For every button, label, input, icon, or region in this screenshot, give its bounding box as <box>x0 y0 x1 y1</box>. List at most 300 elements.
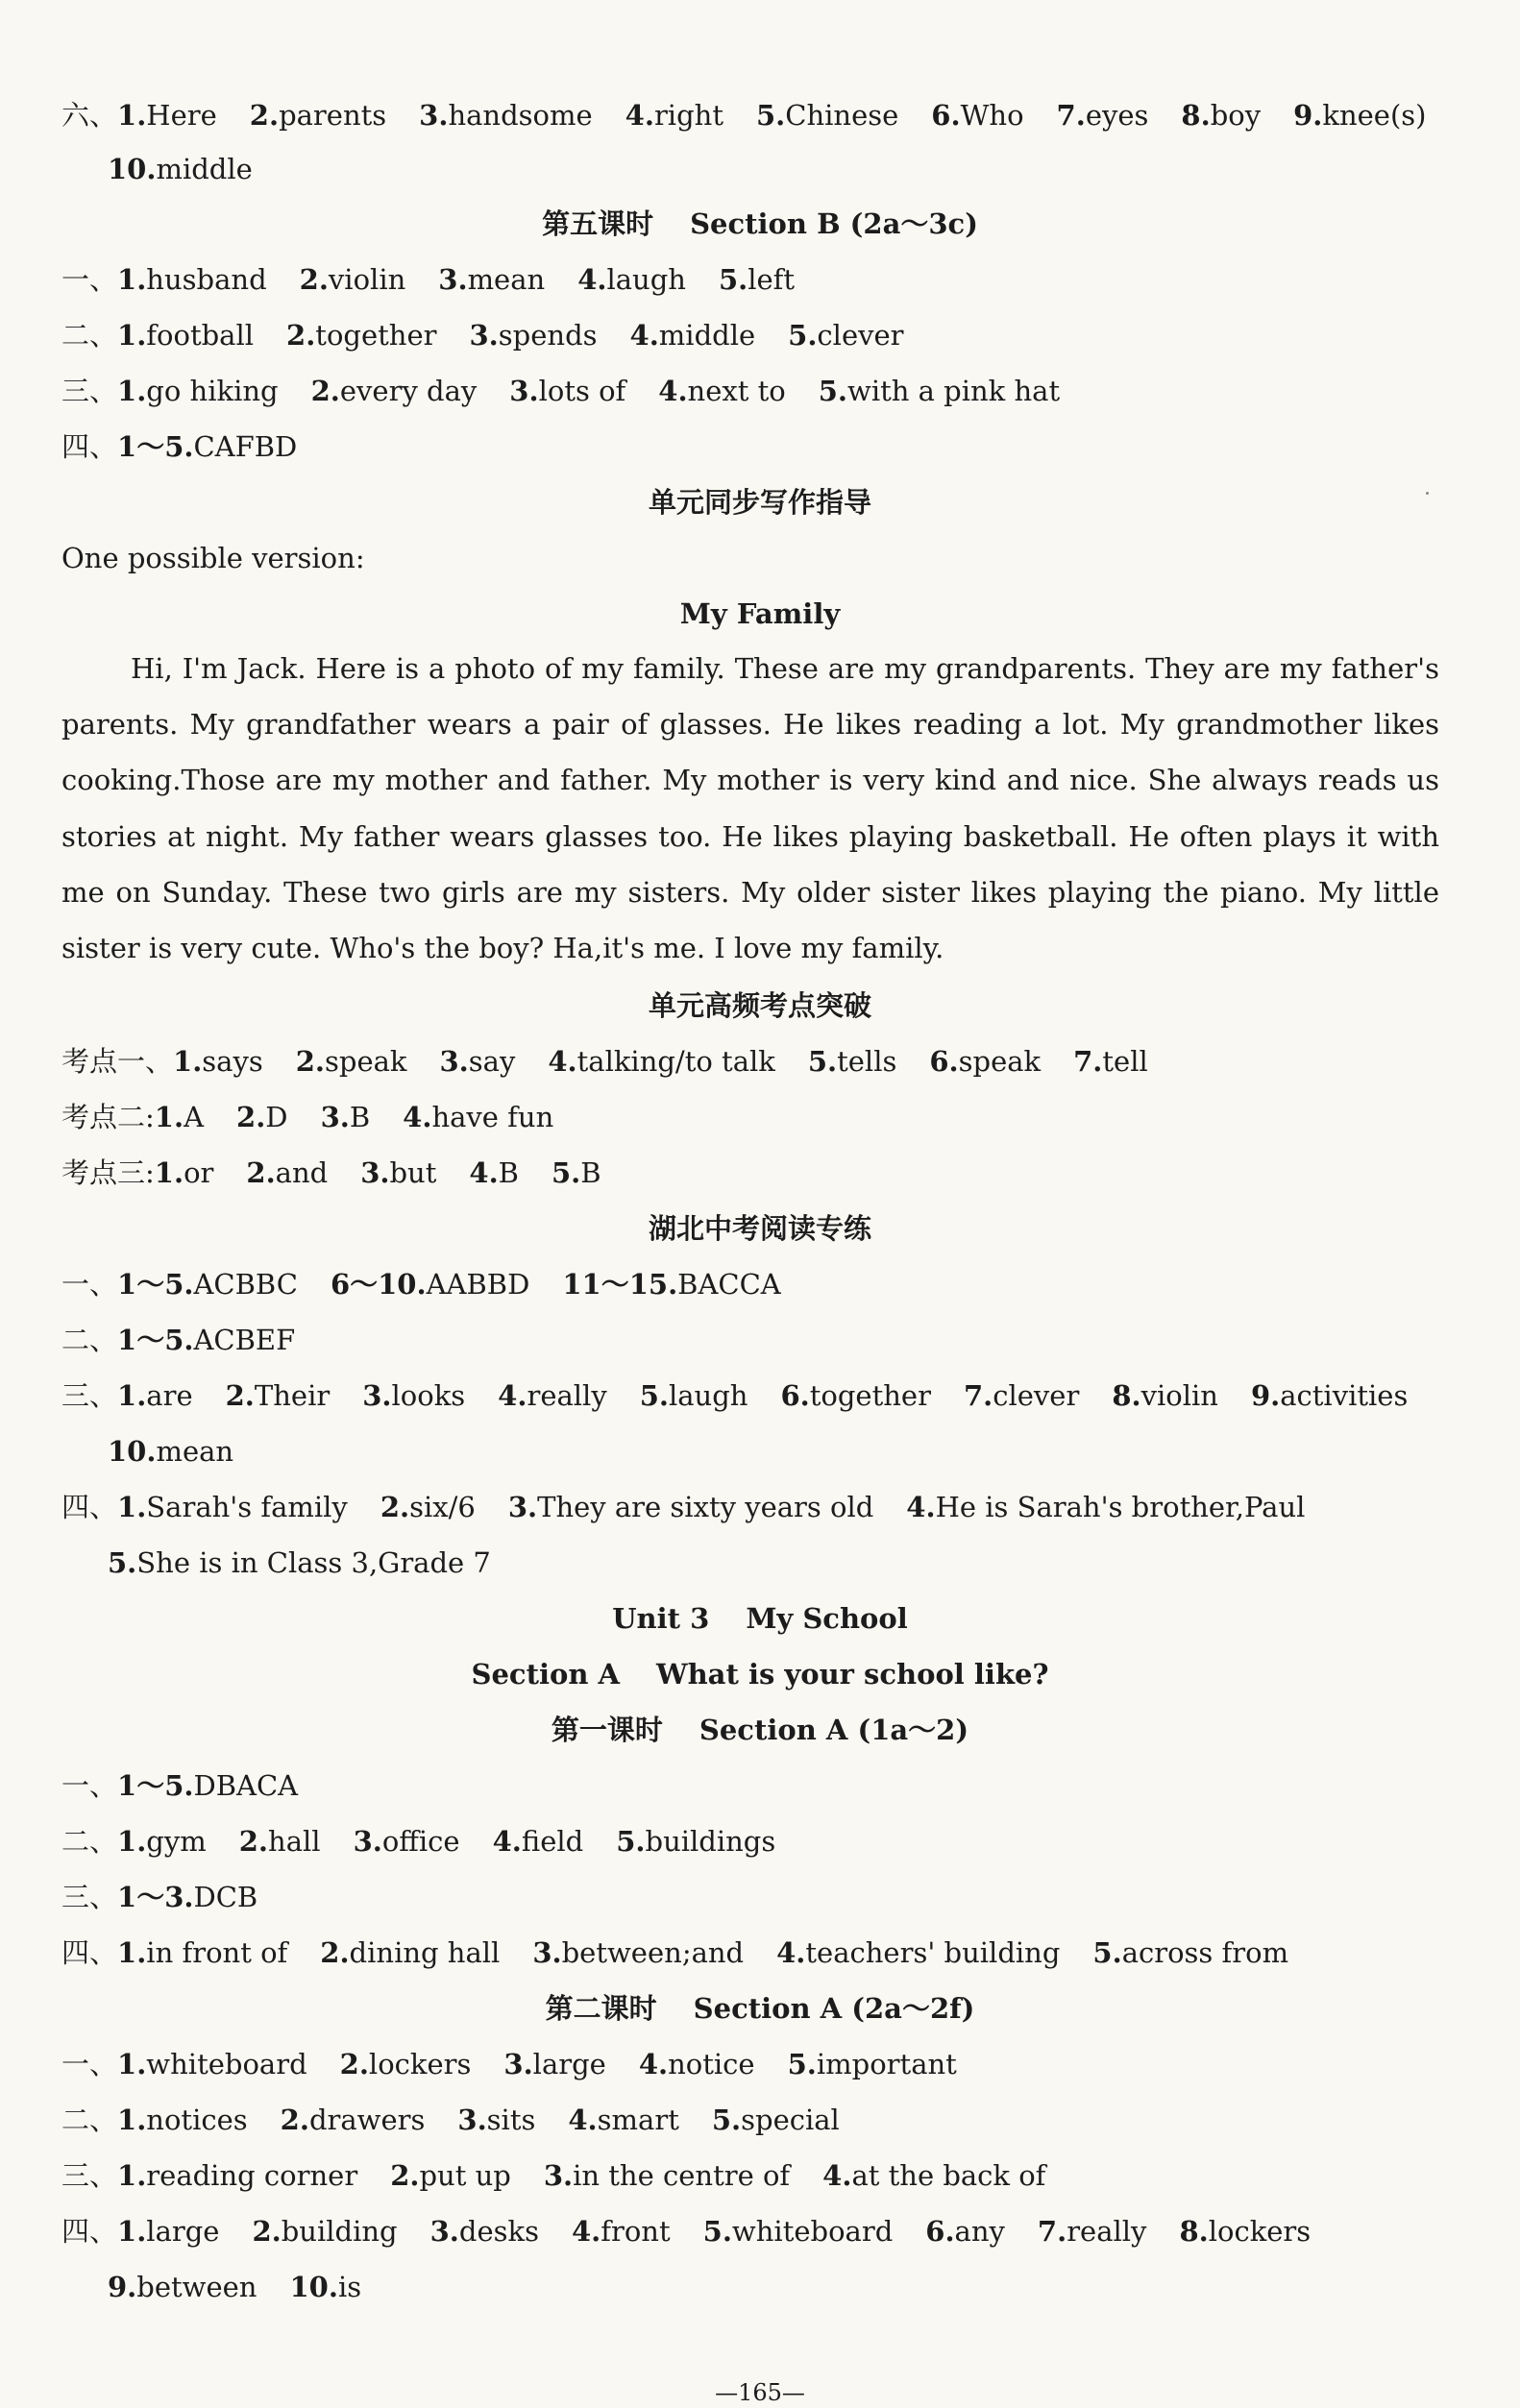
row-prefix: 一、 <box>61 263 118 296</box>
item-answer: football <box>146 319 255 352</box>
item-number: 10. <box>108 1435 157 1468</box>
row-prefix: 四、 <box>61 1491 118 1523</box>
answer-item <box>321 1098 371 1136</box>
answer-row <box>61 1766 1464 1805</box>
answer-item <box>819 372 1060 410</box>
answer-item <box>788 316 903 354</box>
item-number: 5. <box>755 99 786 132</box>
item-answer: dining hall <box>349 1936 501 1969</box>
section-a-heading <box>0 1655 1520 1693</box>
answer-item <box>155 1098 204 1136</box>
item-answer: really <box>527 1379 607 1412</box>
answer-item <box>117 427 297 466</box>
answer-item <box>117 2045 307 2083</box>
item-number: 4. <box>568 2104 598 2136</box>
answer-item <box>1038 2212 1147 2250</box>
row-prefix: 一、 <box>61 1769 118 1802</box>
item-number: 5. <box>616 1825 646 1858</box>
item-answer: A <box>184 1101 205 1133</box>
answer-items <box>117 99 1459 132</box>
item-answer: B <box>580 1156 601 1189</box>
item-number: 4. <box>638 2048 669 2080</box>
answer-item <box>362 1376 465 1415</box>
answer-row <box>108 150 1510 188</box>
answer-items <box>117 2215 1343 2248</box>
answer-item <box>155 1154 214 1192</box>
item-number: 4. <box>625 99 654 132</box>
item-number: 1. <box>154 1101 184 1133</box>
item-number: 10. <box>289 2271 338 2303</box>
item-number: 2. <box>310 375 340 407</box>
answer-items <box>117 1491 1337 1523</box>
item-number: 3. <box>439 1045 469 1078</box>
answer-row <box>61 1321 1464 1359</box>
lesson-heading <box>0 205 1520 243</box>
row-prefix: 二、 <box>61 1324 118 1356</box>
item-answer: building <box>281 2215 398 2248</box>
answer-item <box>469 1154 519 1192</box>
row-prefix: 考点三: <box>61 1156 155 1189</box>
item-answer: large <box>532 2048 606 2080</box>
answer-row <box>61 96 1464 134</box>
item-answer: He is Sarah's brother,Paul <box>935 1491 1306 1523</box>
item-number: 5. <box>1092 1936 1122 1969</box>
answer-row <box>61 1488 1464 1526</box>
item-answer: next to <box>687 375 786 407</box>
item-number: 1. <box>117 2159 147 2192</box>
item-answer: mean <box>467 263 546 296</box>
item-number: 1. <box>173 1045 203 1078</box>
item-answer: left <box>748 263 796 296</box>
answer-item <box>493 1822 584 1861</box>
answer-item <box>1293 96 1426 134</box>
lesson-title-en: Section A (1a～2) <box>699 1714 969 1746</box>
item-number: 5. <box>711 2104 742 2136</box>
answer-row <box>61 1098 1464 1136</box>
item-answer: six/6 <box>409 1491 476 1523</box>
answer-row <box>61 1265 1464 1303</box>
answer-item <box>929 1042 1041 1081</box>
answer-items <box>117 1324 328 1356</box>
item-number: 3. <box>360 1156 390 1189</box>
answer-item <box>788 2045 957 2083</box>
lesson-heading <box>0 1989 1520 2028</box>
lesson-title-cn: 第五课时 <box>542 207 654 240</box>
answer-row <box>61 1934 1464 1972</box>
answer-items <box>173 1045 1181 1078</box>
answer-row <box>108 1544 1510 1582</box>
item-number: 3. <box>438 263 468 296</box>
item-answer: and <box>275 1156 329 1189</box>
row-prefix: 二、 <box>61 319 118 352</box>
answer-item <box>117 1376 193 1415</box>
answer-item <box>117 1265 298 1303</box>
item-answer: gym <box>146 1825 207 1858</box>
item-number: 3. <box>469 319 499 352</box>
answer-item <box>108 1432 233 1471</box>
answer-item <box>246 1154 328 1192</box>
answer-item <box>625 96 723 134</box>
item-answer: Who <box>960 99 1024 132</box>
item-answer: notices <box>146 2104 248 2136</box>
item-answer: CAFBD <box>193 430 298 463</box>
answer-item <box>430 2212 539 2250</box>
answer-item <box>403 1098 553 1136</box>
answer-item <box>239 1822 321 1861</box>
answer-item <box>390 2156 511 2195</box>
item-number: 5. <box>807 1045 838 1078</box>
answer-item <box>340 2045 472 2083</box>
item-number: 3. <box>507 1491 538 1523</box>
item-answer: large <box>146 2215 220 2248</box>
item-number: 5. <box>718 263 748 296</box>
section-heading: 单元同步写作指导 <box>648 486 871 519</box>
answer-item <box>117 96 217 134</box>
answer-item <box>822 2156 1045 2195</box>
item-answer: are <box>146 1379 193 1412</box>
item-answer: says <box>202 1045 263 1078</box>
item-number: 2. <box>390 2159 420 2192</box>
essay-title: My Family <box>679 597 841 630</box>
item-answer: B <box>349 1101 371 1133</box>
answer-item <box>438 260 545 299</box>
item-answer: or <box>184 1156 214 1189</box>
item-number: 8. <box>1112 1379 1141 1412</box>
item-answer: clever <box>993 1379 1080 1412</box>
answer-item <box>568 2101 678 2139</box>
item-answer: at the back of <box>851 2159 1046 2192</box>
item-number: 5. <box>788 319 818 352</box>
item-answer: together <box>809 1379 931 1412</box>
item-number: 2. <box>252 2215 282 2248</box>
item-number: 7. <box>1037 2215 1067 2248</box>
item-answer: every day <box>339 375 478 407</box>
answer-item <box>470 316 598 354</box>
item-number: 4. <box>571 2215 601 2248</box>
item-answer: middle <box>658 319 756 352</box>
answer-item <box>419 96 593 134</box>
answer-item <box>544 2156 790 2195</box>
answer-item <box>719 260 795 299</box>
item-number: 2. <box>295 1045 326 1078</box>
answer-item <box>117 2212 219 2250</box>
item-answer: laugh <box>606 263 686 296</box>
item-answer: have fun <box>431 1101 554 1133</box>
item-number: 2. <box>299 263 329 296</box>
answer-item <box>906 1488 1305 1526</box>
item-number: 4. <box>822 2159 852 2192</box>
answer-row <box>61 1376 1464 1415</box>
answer-item <box>360 1154 436 1192</box>
answer-item <box>616 1822 775 1861</box>
row-prefix: 四、 <box>61 1936 118 1969</box>
item-number: 1. <box>117 2048 147 2080</box>
answer-items <box>117 1825 808 1858</box>
item-number: 6. <box>931 99 961 132</box>
item-number: 5. <box>108 1546 137 1579</box>
section-heading: 湖北中考阅读专练 <box>648 1212 871 1245</box>
answer-item <box>931 96 1023 134</box>
answer-item <box>658 372 785 410</box>
item-answer: D <box>265 1101 288 1133</box>
unit-title: My School <box>746 1602 908 1635</box>
answer-items <box>155 1156 634 1189</box>
answer-item <box>117 316 254 354</box>
answer-item <box>250 96 386 134</box>
answer-item <box>117 372 279 410</box>
item-number: 5. <box>818 375 848 407</box>
answer-item <box>311 372 478 410</box>
answer-item <box>296 1042 407 1081</box>
answer-items <box>108 2271 394 2303</box>
answer-item <box>703 2212 894 2250</box>
answer-row <box>61 1042 1464 1081</box>
row-prefix: 三、 <box>61 1379 118 1412</box>
answer-item <box>440 1042 516 1081</box>
item-answer: middle <box>156 153 253 185</box>
item-number: 4. <box>548 1045 577 1078</box>
item-number: 3. <box>509 375 539 407</box>
item-number: 1. <box>117 375 147 407</box>
answer-item <box>548 1042 774 1081</box>
item-number: 4. <box>577 263 607 296</box>
item-number: 1. <box>117 2215 147 2248</box>
lesson-title-cn: 第一课时 <box>551 1714 663 1746</box>
answer-items <box>117 1936 1321 1969</box>
answer-row <box>61 1154 1464 1192</box>
row-prefix: 四、 <box>61 2215 118 2248</box>
essay-paragraph: Hi, I'm Jack. Here is a photo of my family. These are my grandparents. They are my father's parents. My grandfather wears a pair of glasses. He likes reading a lot. My grandmother likes cooking.Those are my mother and father. My mother is very kind and nice. She always reads us stories at night. My father wears glasses too. He likes playing basketball. He often plays it with me on Sunday. These two girls are my sisters. My older sister likes playing the piano. My little sister is very cute. Who's the boy? Ha,it's me. I love my family. <box>61 652 1439 965</box>
item-answer: hall <box>268 1825 321 1858</box>
answer-items <box>155 1101 586 1133</box>
item-answer: tell <box>1102 1045 1148 1078</box>
item-number: 8. <box>1181 99 1211 132</box>
answer-item <box>226 1376 331 1415</box>
item-answer: special <box>741 2104 840 2136</box>
speck <box>1426 492 1429 495</box>
item-number: 3. <box>353 1825 382 1858</box>
item-number: 5. <box>551 1156 581 1189</box>
item-number: 2. <box>249 99 280 132</box>
item-answer: activities <box>1280 1379 1409 1412</box>
item-answer: really <box>1066 2215 1147 2248</box>
item-answer: They are sixty years old <box>537 1491 874 1523</box>
row-prefix: 考点一、 <box>61 1045 174 1078</box>
item-number: 3. <box>362 1379 392 1412</box>
answer-item <box>640 1376 748 1415</box>
item-answer: across from <box>1121 1936 1289 1969</box>
item-answer: between <box>136 2271 257 2303</box>
answer-item <box>117 1878 257 1916</box>
item-answer: whiteboard <box>731 2215 894 2248</box>
item-answer: Their <box>254 1379 331 1412</box>
answer-items <box>117 2159 1078 2192</box>
item-number: 2. <box>320 1936 350 1969</box>
item-number: 6. <box>929 1045 959 1078</box>
item-answer: B <box>498 1156 519 1189</box>
answer-item <box>354 1822 460 1861</box>
answer-item <box>630 316 756 354</box>
item-number: 3. <box>503 2048 533 2080</box>
item-number: 7. <box>1056 99 1086 132</box>
answer-row <box>108 1432 1510 1471</box>
answer-row <box>61 260 1464 299</box>
answer-item <box>776 1934 1060 1972</box>
lesson-title-en: Section A (2a～2f) <box>693 1992 975 2025</box>
item-number: 4. <box>492 1825 522 1858</box>
answer-item <box>925 2212 1005 2250</box>
lesson-title-en: Section B (2a～3c) <box>690 207 978 240</box>
item-answer: boy <box>1210 99 1262 132</box>
item-number: 4. <box>658 375 688 407</box>
unit-label: Unit 3 <box>612 1602 710 1635</box>
answer-row <box>61 1878 1464 1916</box>
item-answer: violin <box>328 263 406 296</box>
item-answer: together <box>315 319 437 352</box>
answer-item <box>1251 1376 1408 1415</box>
item-number: 1. <box>117 1936 147 1969</box>
answer-item <box>498 1376 607 1415</box>
answer-item <box>639 2045 755 2083</box>
item-answer: desks <box>458 2215 539 2248</box>
answer-item <box>1073 1042 1148 1081</box>
item-number: 1. <box>117 2104 147 2136</box>
item-number: 2. <box>246 1156 276 1189</box>
item-number: 1. <box>117 319 147 352</box>
item-answer: but <box>389 1156 437 1189</box>
item-answer: lockers <box>1208 2215 1312 2248</box>
answer-item <box>964 1376 1079 1415</box>
row-prefix: 三、 <box>61 1881 118 1913</box>
answer-item <box>173 1042 263 1081</box>
item-answer: looks <box>391 1379 466 1412</box>
item-number: 7. <box>963 1379 993 1412</box>
answer-item <box>509 372 625 410</box>
item-answer: speak <box>958 1045 1042 1078</box>
item-number: 1. <box>117 263 147 296</box>
answer-item <box>117 1934 287 1972</box>
item-number: 4. <box>498 1379 527 1412</box>
item-answer: Sarah's family <box>146 1491 348 1523</box>
answer-items <box>117 1769 331 1802</box>
row-prefix: 考点二: <box>61 1101 155 1133</box>
answer-row <box>61 2156 1464 2195</box>
item-number: 1～5. <box>117 1324 194 1356</box>
answer-item <box>252 2212 397 2250</box>
item-answer: DBACA <box>193 1769 299 1802</box>
item-number: 5. <box>787 2048 817 2080</box>
answer-item <box>1057 96 1149 134</box>
answer-items <box>117 319 937 352</box>
answer-item <box>117 2156 357 2195</box>
item-number: 4. <box>629 319 659 352</box>
item-answer: notice <box>668 2048 755 2080</box>
item-number: 4. <box>776 1936 806 1969</box>
answer-item <box>712 2101 840 2139</box>
item-answer: Chinese <box>785 99 899 132</box>
item-number: 3. <box>532 1936 562 1969</box>
lesson-heading <box>0 1711 1520 1749</box>
answer-item <box>117 1766 298 1805</box>
item-number: 8. <box>1179 2215 1209 2248</box>
item-number: 2. <box>236 1101 266 1133</box>
answer-row <box>61 2101 1464 2139</box>
answer-item <box>331 1265 529 1303</box>
answer-items <box>108 1546 524 1579</box>
item-number: 2. <box>238 1825 269 1858</box>
answer-item <box>108 2268 257 2306</box>
row-prefix: 一、 <box>61 2048 118 2080</box>
item-number: 3. <box>457 2104 487 2136</box>
answer-item <box>236 1098 288 1136</box>
item-answer: right <box>653 99 723 132</box>
answer-row <box>61 1822 1464 1861</box>
answer-item <box>572 2212 671 2250</box>
answer-items <box>117 263 827 296</box>
answer-item <box>1181 96 1261 134</box>
item-answer: ACBEF <box>193 1324 296 1356</box>
item-answer: important <box>816 2048 957 2080</box>
item-number: 2. <box>225 1379 255 1412</box>
item-number: 1. <box>117 1379 147 1412</box>
item-answer: go hiking <box>146 375 279 407</box>
row-prefix: 六、 <box>61 99 118 132</box>
row-prefix: 三、 <box>61 375 118 407</box>
answer-item <box>508 1488 873 1526</box>
item-answer: lockers <box>368 2048 472 2080</box>
item-answer: between;and <box>561 1936 745 1969</box>
item-number: 3. <box>419 99 449 132</box>
answer-item <box>117 2101 248 2139</box>
answer-row <box>108 2268 1510 2306</box>
section-title: What is your school like? <box>656 1658 1049 1690</box>
answer-items <box>108 153 285 185</box>
lesson-title-cn: 第二课时 <box>545 1992 657 2025</box>
answer-item <box>117 260 267 299</box>
item-number: 9. <box>1250 1379 1281 1412</box>
answer-item <box>108 150 253 188</box>
row-prefix: 三、 <box>61 2159 118 2192</box>
answer-item <box>380 1488 476 1526</box>
item-answer: with a pink hat <box>847 375 1061 407</box>
item-number: 1～5. <box>117 430 194 463</box>
answer-item <box>808 1042 897 1081</box>
item-number: 1～3. <box>117 1881 194 1913</box>
answer-item <box>1179 2212 1311 2250</box>
answer-item <box>552 1154 601 1192</box>
item-number: 7. <box>1073 1045 1103 1078</box>
essay-intro: One possible version: <box>61 542 365 574</box>
answer-item <box>286 316 436 354</box>
answer-row <box>61 372 1464 410</box>
item-answer: field <box>521 1825 584 1858</box>
item-answer: She is in Class 3,Grade 7 <box>136 1546 491 1579</box>
item-answer: buildings <box>645 1825 776 1858</box>
answer-items <box>117 1881 290 1913</box>
answer-item <box>1112 1376 1218 1415</box>
item-number: 1～5. <box>117 1769 194 1802</box>
item-number: 6. <box>780 1379 810 1412</box>
item-answer: ACBBC <box>193 1268 298 1301</box>
row-prefix: 二、 <box>61 2104 118 2136</box>
answer-items <box>117 375 1092 407</box>
row-prefix: 一、 <box>61 1268 118 1301</box>
item-number: 3. <box>543 2159 574 2192</box>
item-number: 1～5. <box>117 1268 194 1301</box>
item-number: 1. <box>117 1825 147 1858</box>
item-answer: is <box>337 2271 362 2303</box>
item-answer: mean <box>156 1435 234 1468</box>
